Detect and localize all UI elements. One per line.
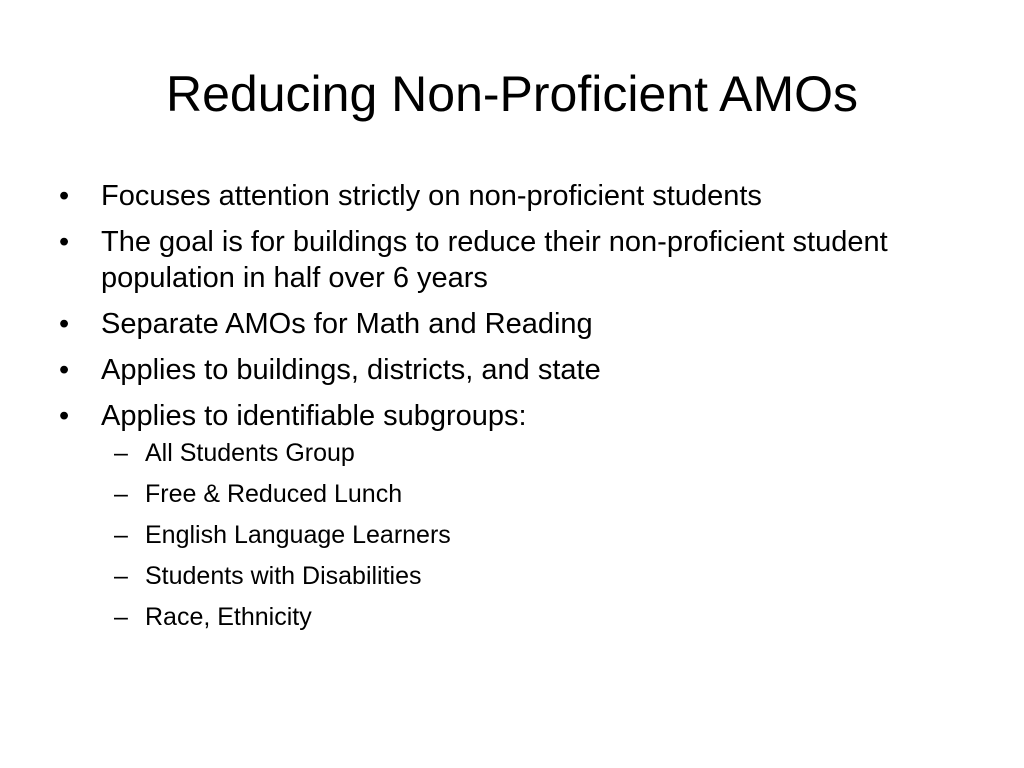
- sub-bullet-list: [57, 438, 957, 633]
- bullet-text: Applies to buildings, districts, and state: [101, 354, 601, 386]
- bullet-list: [57, 178, 957, 643]
- bullet-item: [57, 224, 957, 296]
- bullet-text: Focuses attention strictly on non-proficient students: [101, 180, 762, 212]
- bullet-marker: •: [59, 180, 70, 212]
- bullet-marker: •: [59, 308, 70, 340]
- bullet-item: [57, 398, 957, 434]
- bullet-item: [57, 178, 957, 214]
- sub-bullet-marker: –: [114, 521, 128, 549]
- sub-bullet-marker: –: [114, 603, 128, 631]
- sub-bullet-text: All Students Group: [145, 439, 355, 467]
- bullet-marker: •: [59, 354, 70, 386]
- bullet-marker: •: [59, 226, 70, 258]
- bullet-text: The goal is for buildings to reduce their non-proficient student population in half over 6 years: [101, 226, 888, 294]
- sub-bullet-item: [57, 561, 957, 592]
- sub-bullet-text: English Language Learners: [145, 521, 451, 549]
- bullet-item: [57, 306, 957, 342]
- sub-bullet-marker: –: [114, 480, 128, 508]
- sub-bullet-item: [57, 438, 957, 469]
- sub-bullet-item: [57, 602, 957, 633]
- sub-bullet-text: Students with Disabilities: [145, 562, 422, 590]
- sub-bullet-item: [57, 479, 957, 510]
- sub-bullet-text: Free & Reduced Lunch: [145, 480, 403, 508]
- sub-bullet-marker: –: [114, 439, 128, 467]
- sub-bullet-text: Race, Ethnicity: [145, 603, 312, 631]
- bullet-marker: •: [59, 400, 70, 432]
- bullet-text: Separate AMOs for Math and Reading: [101, 308, 593, 340]
- slide-title: Reducing Non-Proficient AMOs: [166, 66, 858, 122]
- sub-bullet-marker: –: [114, 562, 128, 590]
- bullet-item: [57, 352, 957, 388]
- bullet-text: Applies to identifiable subgroups:: [101, 400, 527, 432]
- sub-bullet-item: [57, 520, 957, 551]
